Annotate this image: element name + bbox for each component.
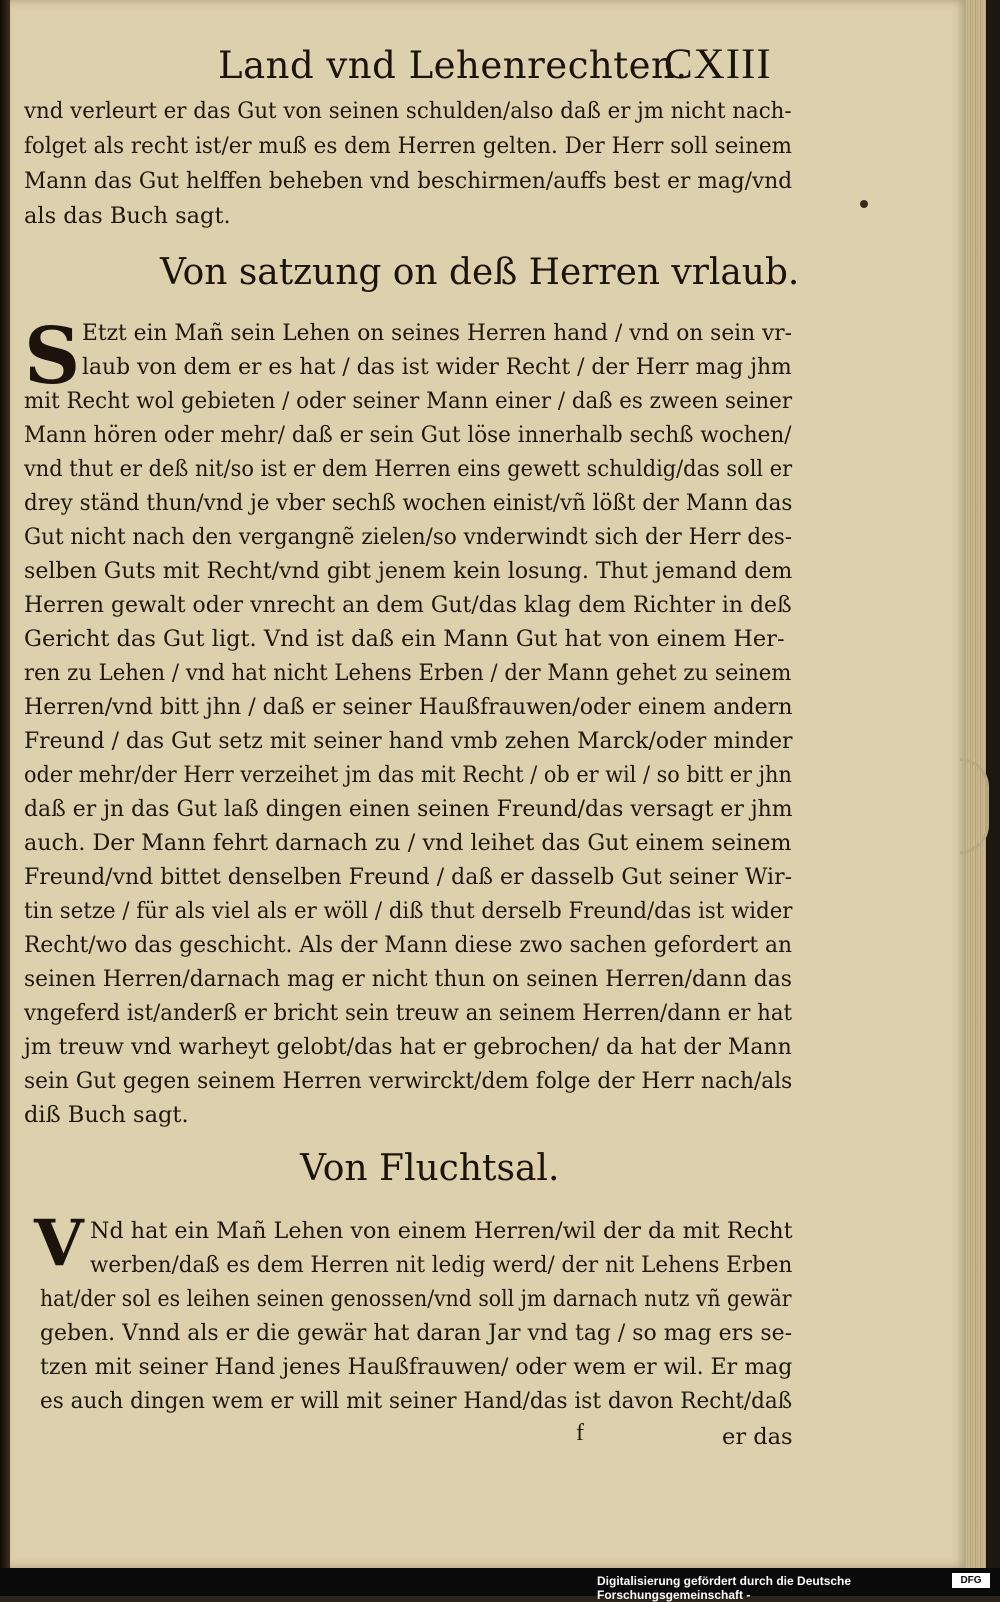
text-line: Freund/vnd bittet denselben Freund / daß er dasselb Gut seiner Wir- [24,864,793,890]
initial-capital: S [24,311,81,402]
text-line: Freund / das Gut setz mit seiner hand vmb zehen Marck/oder minder [24,728,793,754]
running-title: Land vnd Lehenrechten. [218,44,688,87]
text-line: seinen Herren/darnach mag er nicht thun on seinen Herren/dann das [24,966,792,992]
text-line: sein Gut gegen seinem Herren verwirckt/dem folge der Herr nach/als [24,1068,793,1094]
text-line: als das Buch sagt. [24,203,231,229]
text-line: diß Buch sagt. [24,1102,189,1128]
section-heading: Von Fluchtsal. [300,1148,560,1189]
initial-capital: V [34,1206,84,1281]
text-line: Etzt ein Mañ sein Lehen on seines Herren hand / vnd on sein vr- [82,320,792,346]
text-line: Herren/vnd bitt jhn / daß er seiner Haußfrauwen/oder einem andern [24,694,793,720]
text-line: Recht/wo das geschicht. Als der Mann diese zwo sachen gefordert an [24,932,793,958]
text-line: ren zu Lehen / vnd hat nicht Lehens Erben / der Mann gehet zu seinem [24,660,792,686]
dfg-logo: DFG [952,1573,990,1588]
text-line: laub von dem er es hat / das ist wider Recht / der Herr mag jhm [82,354,792,380]
text-line: hat/der sol es leihen seinen genossen/vnd soll jm darnach nutz vñ gewär [40,1286,792,1312]
text-line: Gut nicht nach den vergangnẽ zielen/so vnderwindt sich der Herr des- [24,524,793,550]
text-line: vnd thut er deß nit/so ist er dem Herren eins gewett schuldig/das soll er [24,456,793,482]
text-line: selben Guts mit Recht/vnd gibt jenem kein losung. Thut jemand dem [24,558,793,584]
section-heading: Von satzung on deß Herren vrlaub. [160,252,800,293]
folio-number: CXIII [664,41,772,88]
catchword: er das [722,1424,793,1450]
text-line: auch. Der Mann fehrt darnach zu / vnd leihet das Gut einem seinem [24,830,792,856]
bookmark-ribbon [960,758,989,854]
text-line: tin setze / für als viel als er wöll / diß thut derselb Freund/das ist wider [24,898,793,924]
text-line: oder mehr/der Herr verzeihet jm das mit Recht / ob er wil / so bitt er jhn [24,762,792,788]
signature-mark: f [576,1420,584,1446]
text-line: Herren gewalt oder vnrecht an dem Gut/das klag dem Richter in deß [24,592,792,618]
ink-speck [860,200,868,208]
text-line: tzen mit seiner Hand jenes Haußfrauwen/ oder wem er wil. Er mag [40,1354,793,1380]
text-line: vnd verleurt er das Gut von seinen schulden/also daß er jm nicht nach- [24,98,792,124]
text-line: daß er jn das Gut laß dingen einen seinen Freund/das versagt er jhm [24,796,793,822]
text-line: Mann das Gut helffen beheben vnd beschirmen/auffs best er mag/vnd [24,168,793,194]
text-line: Nd hat ein Mañ Lehen von einem Herren/wil der da mit Recht [90,1218,793,1244]
text-line: Gericht das Gut ligt. Vnd ist daß ein Mann Gut hat von einem Her- [24,626,785,652]
text-line: folget als recht ist/er muß es dem Herren gelten. Der Herr soll seinem [24,133,792,159]
text-line: werben/daß es dem Herren nit ledig werd/ der nit Lehens Erben [90,1252,793,1278]
text-line: es auch dingen wem er will mit seiner Hand/das ist davon Recht/daß [40,1388,793,1414]
text-line: jm treuw vnd warheyt gelobt/das hat er gebrochen/ da hat der Mann [24,1034,792,1060]
text-line: mit Recht wol gebieten / oder seiner Mann einer / daß es zween seiner [24,388,793,414]
digitization-credit: Digitalisierung gefördert durch die Deutsche Forschungsgemeinschaft - [597,1574,852,1602]
text-line: geben. Vnnd als er die gewär hat daran Jar vnd tag / so mag ers se- [40,1320,792,1346]
text-line: vngeferd ist/anderß er bricht sein treuw an seinem Herren/dann er hat [24,1000,793,1026]
text-line: drey ständ thun/vnd je vber sechß wochen einist/vñ lößt der Mann das [24,490,793,516]
text-line: Mann hören oder mehr/ daß er sein Gut löse innerhalb sechß wochen/ [24,422,792,448]
